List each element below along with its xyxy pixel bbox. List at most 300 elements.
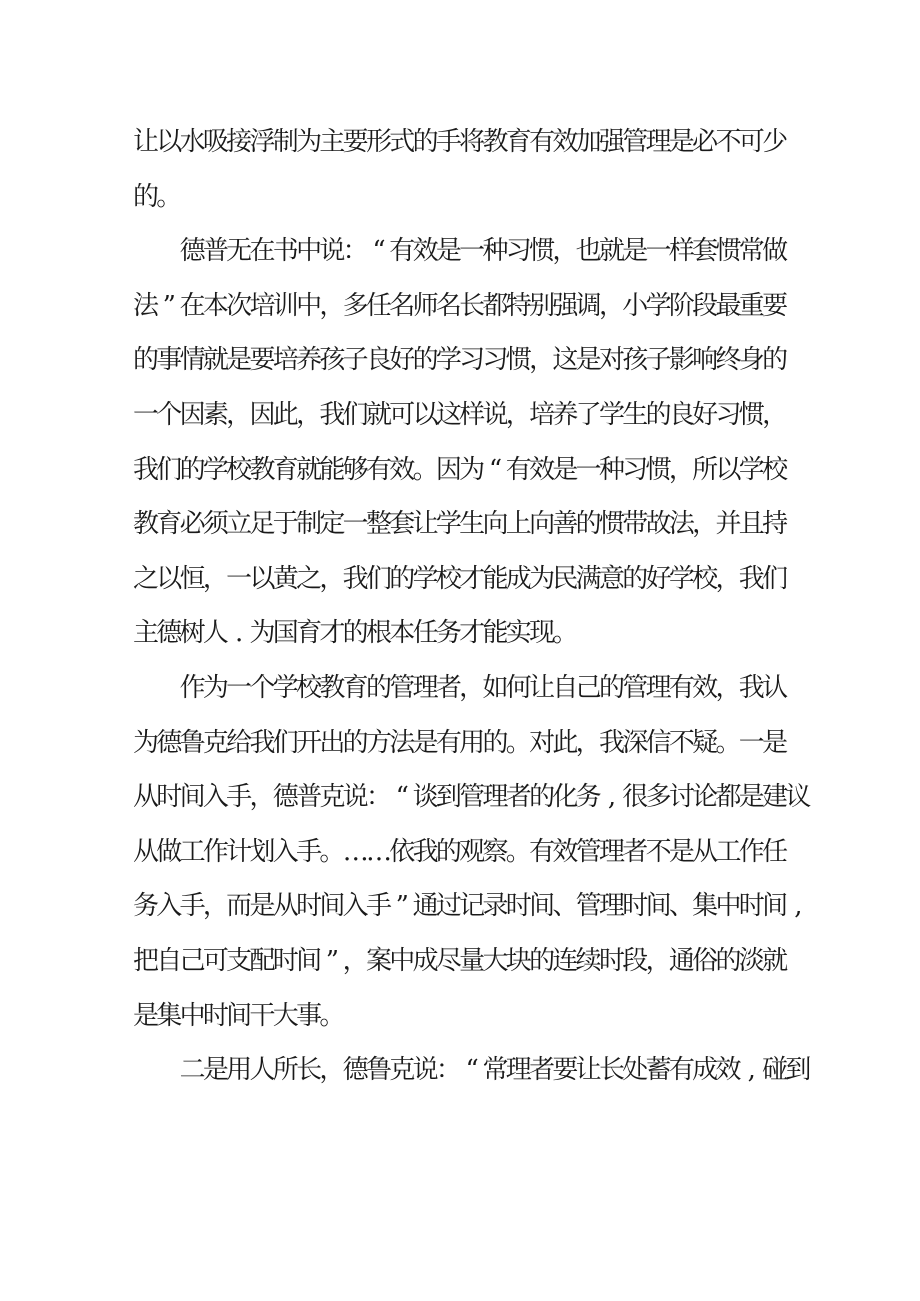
text-char: 间 — [319, 891, 346, 922]
text-char: 人 — [202, 618, 229, 649]
text-char: 。 — [505, 727, 532, 758]
text-char: 我 — [342, 563, 369, 594]
text-char: 所 — [272, 1055, 299, 1086]
text-char: 何 — [505, 673, 532, 703]
text-char: 多 — [645, 782, 672, 813]
text-char: 任 — [412, 618, 439, 649]
text-char: ” — [395, 891, 409, 922]
text-char: 长 — [598, 1055, 625, 1086]
text-char: 的 — [365, 673, 392, 703]
text-char: 学 — [435, 345, 462, 376]
text-char: 我 — [249, 727, 276, 758]
text-char: 到 — [435, 782, 462, 813]
text-char: 种 — [482, 236, 509, 267]
text-char: 生 — [622, 400, 649, 430]
text-char: 事 — [296, 1000, 323, 1031]
text-char: 习 — [715, 400, 742, 430]
text-char: 要 — [249, 345, 276, 376]
text-char: 效 — [529, 454, 556, 485]
text-char: 中 — [389, 946, 416, 976]
text-char: 说 — [482, 400, 509, 430]
text-char: 向 — [529, 509, 556, 540]
text-char: 教 — [482, 127, 509, 157]
text-char: 信 — [645, 727, 672, 758]
text-char: 此 — [552, 727, 579, 758]
text-char: 能 — [482, 563, 509, 594]
text-char: 常 — [738, 236, 765, 267]
text-char: 者 — [529, 1055, 556, 1086]
text-char: 育 — [505, 127, 532, 157]
text-char: 的 — [412, 345, 439, 376]
text-char: 影 — [668, 345, 695, 376]
text-char: 时 — [156, 782, 183, 813]
text-char: 录 — [482, 891, 509, 922]
text-char: 普 — [296, 782, 323, 813]
text-char: ， — [319, 563, 346, 594]
text-char: 从 — [132, 782, 159, 813]
text-char: 用 — [459, 727, 486, 758]
text-char: 法 — [389, 727, 416, 758]
text-char: 个 — [156, 400, 183, 430]
text-char: 淡 — [738, 946, 765, 976]
text-char: 子 — [645, 345, 672, 376]
text-char: 要 — [762, 290, 789, 321]
text-char: 终 — [715, 345, 742, 376]
text-char: 的 — [575, 509, 602, 540]
text-char: 、 — [668, 891, 695, 922]
text-char: 从 — [692, 836, 719, 867]
text-char: 良 — [668, 400, 695, 430]
text-char: 育 — [272, 454, 299, 485]
text-char: ， — [598, 290, 625, 321]
text-char: 的 — [389, 563, 416, 594]
text-char: 中 — [296, 290, 323, 321]
text-char: 国 — [272, 618, 299, 649]
text-char: 成 — [505, 563, 532, 594]
text-char: 间 — [529, 891, 556, 922]
text-char: 能 — [482, 618, 509, 649]
text-char: 碰 — [762, 1055, 789, 1086]
text-char: 一 — [459, 236, 486, 267]
text-char: 们 — [156, 454, 183, 485]
text-char: 长 — [296, 1055, 323, 1086]
text-char: 必 — [179, 509, 206, 540]
text-char: 务 — [575, 782, 602, 813]
text-char: 务 — [132, 891, 159, 922]
text-char: 认 — [762, 673, 789, 703]
text-char: , — [607, 782, 617, 813]
text-char: 事 — [156, 345, 183, 376]
text-char: 根 — [365, 618, 392, 649]
text-char: 计 — [226, 836, 253, 867]
text-char: 无 — [226, 236, 253, 267]
text-char: 疑 — [692, 727, 719, 758]
text-char: 校 — [296, 673, 323, 703]
text-char: 做 — [762, 236, 789, 267]
text-char: 就 — [202, 345, 229, 376]
text-char: 很 — [622, 782, 649, 813]
text-char: 民 — [552, 563, 579, 594]
text-char: ， — [715, 673, 742, 703]
text-char: 手 — [226, 782, 253, 813]
text-char: 的 — [598, 673, 625, 703]
text-char: 入 — [156, 891, 183, 922]
text-char: 以 — [156, 127, 183, 157]
text-char: ： — [365, 782, 392, 813]
text-char: 到 — [785, 1055, 812, 1086]
text-char: 了 — [575, 400, 602, 430]
text-char: 主 — [132, 618, 159, 649]
text-char: 间 — [762, 891, 789, 922]
text-char: 方 — [365, 727, 392, 758]
text-char: 育 — [156, 509, 183, 540]
text-line — [0, 1050, 920, 1090]
text-char: 、 — [552, 891, 579, 922]
text-char: 小 — [622, 290, 649, 321]
text-char: 。 — [715, 727, 742, 758]
text-char: 的 — [412, 127, 439, 157]
text-char: 特 — [505, 290, 532, 321]
text-char: 的 — [529, 782, 556, 813]
text-char: 时 — [202, 1000, 229, 1031]
text-char: 次 — [226, 290, 253, 321]
text-line — [0, 613, 920, 653]
text-char: 意 — [598, 563, 625, 594]
text-char: 法 — [668, 509, 695, 540]
text-char: 阶 — [668, 290, 695, 321]
text-char: 二 — [179, 1055, 206, 1086]
text-char: 育 — [296, 618, 323, 649]
text-char: 让 — [529, 673, 556, 703]
text-char: 不 — [715, 127, 742, 157]
text-char: 加 — [575, 127, 602, 157]
text-char: 的 — [715, 946, 742, 976]
text-char: 长 — [459, 290, 486, 321]
text-line — [0, 177, 920, 217]
text-char: 就 — [762, 946, 789, 976]
text-char: 的 — [762, 345, 789, 376]
text-char: 就 — [296, 454, 323, 485]
text-char: 一 — [226, 673, 253, 703]
text-char: 管 — [575, 836, 602, 867]
text-char: 做 — [156, 836, 183, 867]
text-char: ， — [645, 946, 672, 976]
text-char: 德 — [156, 727, 183, 758]
text-char: 习 — [622, 454, 649, 485]
text-char: 的 — [179, 454, 206, 485]
text-char: 能 — [319, 454, 346, 485]
text-char: 都 — [715, 782, 742, 813]
text-line — [0, 777, 920, 817]
text-char: 我 — [319, 400, 346, 430]
text-char: 必 — [692, 127, 719, 157]
text-char: 本 — [202, 290, 229, 321]
text-char: 尽 — [435, 946, 462, 976]
text-char: 在 — [179, 290, 206, 321]
text-char: 少 — [762, 127, 789, 157]
text-char: 效 — [692, 673, 719, 703]
text-char: 育 — [342, 673, 369, 703]
text-char: 成 — [412, 946, 439, 976]
text-char: 惯 — [598, 509, 625, 540]
text-char: 孩 — [622, 345, 649, 376]
text-char: 的 — [482, 727, 509, 758]
text-char: 从 — [132, 836, 159, 867]
text-char: 学 — [272, 673, 299, 703]
text-char: 让 — [132, 127, 159, 157]
text-char: 蓄 — [645, 1055, 672, 1086]
text-char: 理 — [598, 836, 625, 867]
text-char: 中 — [296, 236, 323, 267]
text-char: 手 — [365, 891, 392, 922]
text-char: 任 — [762, 836, 789, 867]
text-char: . — [235, 618, 244, 649]
text-char: 克 — [202, 727, 229, 758]
text-char: 水 — [179, 127, 206, 157]
text-char: 谈 — [412, 782, 439, 813]
text-char: 教 — [249, 454, 276, 485]
text-char: 者 — [622, 836, 649, 867]
text-char: 间 — [645, 891, 672, 922]
text-char: 段 — [622, 946, 649, 976]
text-char: ， — [552, 236, 579, 267]
text-char: 形 — [365, 127, 392, 157]
text-char: 为 — [132, 727, 159, 758]
text-char: 自 — [552, 673, 579, 703]
text-char: 就 — [598, 236, 625, 267]
text-char: 学 — [598, 400, 625, 430]
text-char: 是 — [762, 727, 789, 758]
text-char: ： — [342, 236, 369, 267]
text-char: 将 — [459, 127, 486, 157]
text-char: 处 — [622, 1055, 649, 1086]
text-char: 并 — [715, 509, 742, 540]
text-line — [0, 122, 920, 162]
text-char: 用 — [226, 1055, 253, 1086]
text-char: 。 — [319, 836, 346, 867]
text-char: 把 — [132, 946, 159, 976]
text-char: 们 — [762, 563, 789, 594]
text-char: 普 — [202, 236, 229, 267]
text-char: 身 — [738, 345, 765, 376]
text-char: 有 — [389, 236, 416, 267]
text-char: 克 — [389, 1055, 416, 1086]
text-char: 。 — [412, 454, 439, 485]
text-char: 且 — [738, 509, 765, 540]
text-char: 我 — [412, 836, 439, 867]
text-char: 强 — [552, 290, 579, 321]
text-char: 工 — [715, 836, 742, 867]
text-char: 段 — [692, 290, 719, 321]
text-char: 套 — [692, 236, 719, 267]
text-char: 实 — [505, 618, 532, 649]
text-char: 入 — [202, 782, 229, 813]
text-char: 要 — [342, 127, 369, 157]
text-char: 可 — [202, 946, 229, 976]
text-char: 这 — [435, 400, 462, 430]
text-char: 教 — [132, 509, 159, 540]
text-char: 德 — [179, 236, 206, 267]
text-char: 有 — [529, 127, 556, 157]
text-char: 们 — [272, 727, 299, 758]
text-char: ， — [459, 673, 486, 703]
text-char: 通 — [668, 946, 695, 976]
text-char: 有 — [365, 454, 392, 485]
text-char: 为 — [202, 673, 229, 703]
text-char: ， — [342, 946, 369, 976]
text-char: 。 — [319, 1000, 346, 1031]
text-char: 书 — [272, 236, 299, 267]
text-char: 理 — [412, 673, 439, 703]
text-char: ” — [325, 946, 340, 976]
text-char: 时 — [296, 891, 323, 922]
text-char: 理 — [505, 1055, 532, 1086]
text-char: 手 — [296, 836, 323, 867]
text-char: 为 — [249, 618, 276, 649]
text-char: ， — [575, 727, 602, 758]
text-char: 黄 — [272, 563, 299, 594]
text-char: 集 — [692, 891, 719, 922]
text-char: 故 — [645, 509, 672, 540]
text-char: 让 — [412, 509, 439, 540]
text-char: 因 — [179, 400, 206, 430]
text-char: 在 — [249, 236, 276, 267]
text-char: 良 — [365, 345, 392, 376]
text-char: 以 — [412, 400, 439, 430]
text-char: 须 — [202, 509, 229, 540]
text-char: 学 — [645, 290, 672, 321]
text-char: 成 — [692, 1055, 719, 1086]
text-char: 入 — [272, 836, 299, 867]
text-char: 们 — [365, 563, 392, 594]
text-char: ， — [319, 1055, 346, 1086]
text-char: 支 — [226, 946, 253, 976]
text-line — [0, 231, 920, 271]
text-char: 手 — [435, 127, 462, 157]
text-char: 为 — [296, 127, 323, 157]
text-char: 效 — [552, 836, 579, 867]
text-char: 的 — [622, 563, 649, 594]
text-line — [0, 832, 920, 872]
text-char: 素 — [202, 400, 229, 430]
text-char: 对 — [529, 727, 556, 758]
text-char: 讨 — [668, 782, 695, 813]
text-char: 对 — [598, 345, 625, 376]
text-char: 可 — [738, 127, 765, 157]
text-char: 干 — [249, 1000, 276, 1031]
text-char: 工 — [179, 836, 206, 867]
text-char: 理 — [598, 891, 625, 922]
text-char: 教 — [319, 673, 346, 703]
text-char: 接 — [226, 127, 253, 157]
text-char: 本 — [389, 618, 416, 649]
text-char: 者 — [435, 673, 462, 703]
text-char: 时 — [598, 946, 625, 976]
text-char: ， — [319, 290, 346, 321]
text-char: 常 — [482, 1055, 509, 1086]
text-char: … — [342, 836, 369, 867]
text-char: 套 — [389, 509, 416, 540]
text-char: 是 — [738, 782, 765, 813]
text-char: 们 — [342, 400, 369, 430]
text-char: 如 — [482, 673, 509, 703]
text-char: 强 — [598, 127, 625, 157]
text-char: 有 — [435, 727, 462, 758]
text-char: 以 — [249, 563, 276, 594]
text-char: … — [366, 836, 392, 867]
text-char: 让 — [575, 1055, 602, 1086]
text-char: 生 — [459, 509, 486, 540]
text-char: 务 — [435, 618, 462, 649]
text-char: 惯 — [738, 400, 765, 430]
text-char: 的 — [342, 618, 369, 649]
text-line — [0, 996, 920, 1036]
text-char: 就 — [365, 400, 392, 430]
text-char: 要 — [552, 1055, 579, 1086]
text-char: 说 — [342, 782, 369, 813]
text-char: 中 — [715, 891, 742, 922]
text-char: ， — [715, 563, 742, 594]
text-char: 这 — [552, 345, 579, 376]
text-char: 过 — [435, 891, 462, 922]
text-char: 满 — [575, 563, 602, 594]
text-char: 情 — [179, 345, 206, 376]
text-char: 此 — [272, 400, 299, 430]
text-line — [0, 668, 920, 708]
text-char: “ — [488, 454, 503, 485]
text-char: 校 — [762, 454, 789, 485]
text-char: 效 — [412, 236, 439, 267]
text-char: 习 — [505, 236, 532, 267]
text-char: 深 — [622, 727, 649, 758]
text-char: 因 — [249, 400, 276, 430]
text-char: 手 — [179, 891, 206, 922]
text-char: 向 — [482, 509, 509, 540]
text-char: 德 — [272, 782, 299, 813]
text-char: 己 — [575, 673, 602, 703]
text-char: ， — [505, 400, 532, 430]
text-line — [0, 504, 920, 544]
text-char: 培 — [249, 290, 276, 321]
text-char: 议 — [785, 782, 812, 813]
text-char: 大 — [482, 946, 509, 976]
text-char: 我 — [738, 563, 765, 594]
text-char: 的 — [132, 345, 159, 376]
text-char: 名 — [435, 290, 462, 321]
text-char: 学 — [202, 454, 229, 485]
text-char: 有 — [505, 454, 532, 485]
text-char: 样 — [459, 400, 486, 430]
text-char: 划 — [249, 836, 276, 867]
text-char: 立 — [226, 509, 253, 540]
text-char: “ — [395, 782, 409, 813]
text-char: “ — [465, 1055, 479, 1086]
text-char: 够 — [342, 454, 369, 485]
text-char: 现 — [529, 618, 556, 649]
text-char: 恒 — [179, 563, 206, 594]
text-char: 训 — [272, 290, 299, 321]
text-char: ， — [529, 345, 556, 376]
text-char: 也 — [575, 236, 602, 267]
text-char: ， — [692, 509, 719, 540]
text-char: 效 — [389, 454, 416, 485]
text-char: 论 — [692, 782, 719, 813]
text-char: 管 — [459, 782, 486, 813]
text-char: “ — [372, 236, 386, 267]
text-char: 种 — [598, 454, 625, 485]
text-char: 建 — [762, 782, 789, 813]
text-char: 才 — [459, 618, 486, 649]
